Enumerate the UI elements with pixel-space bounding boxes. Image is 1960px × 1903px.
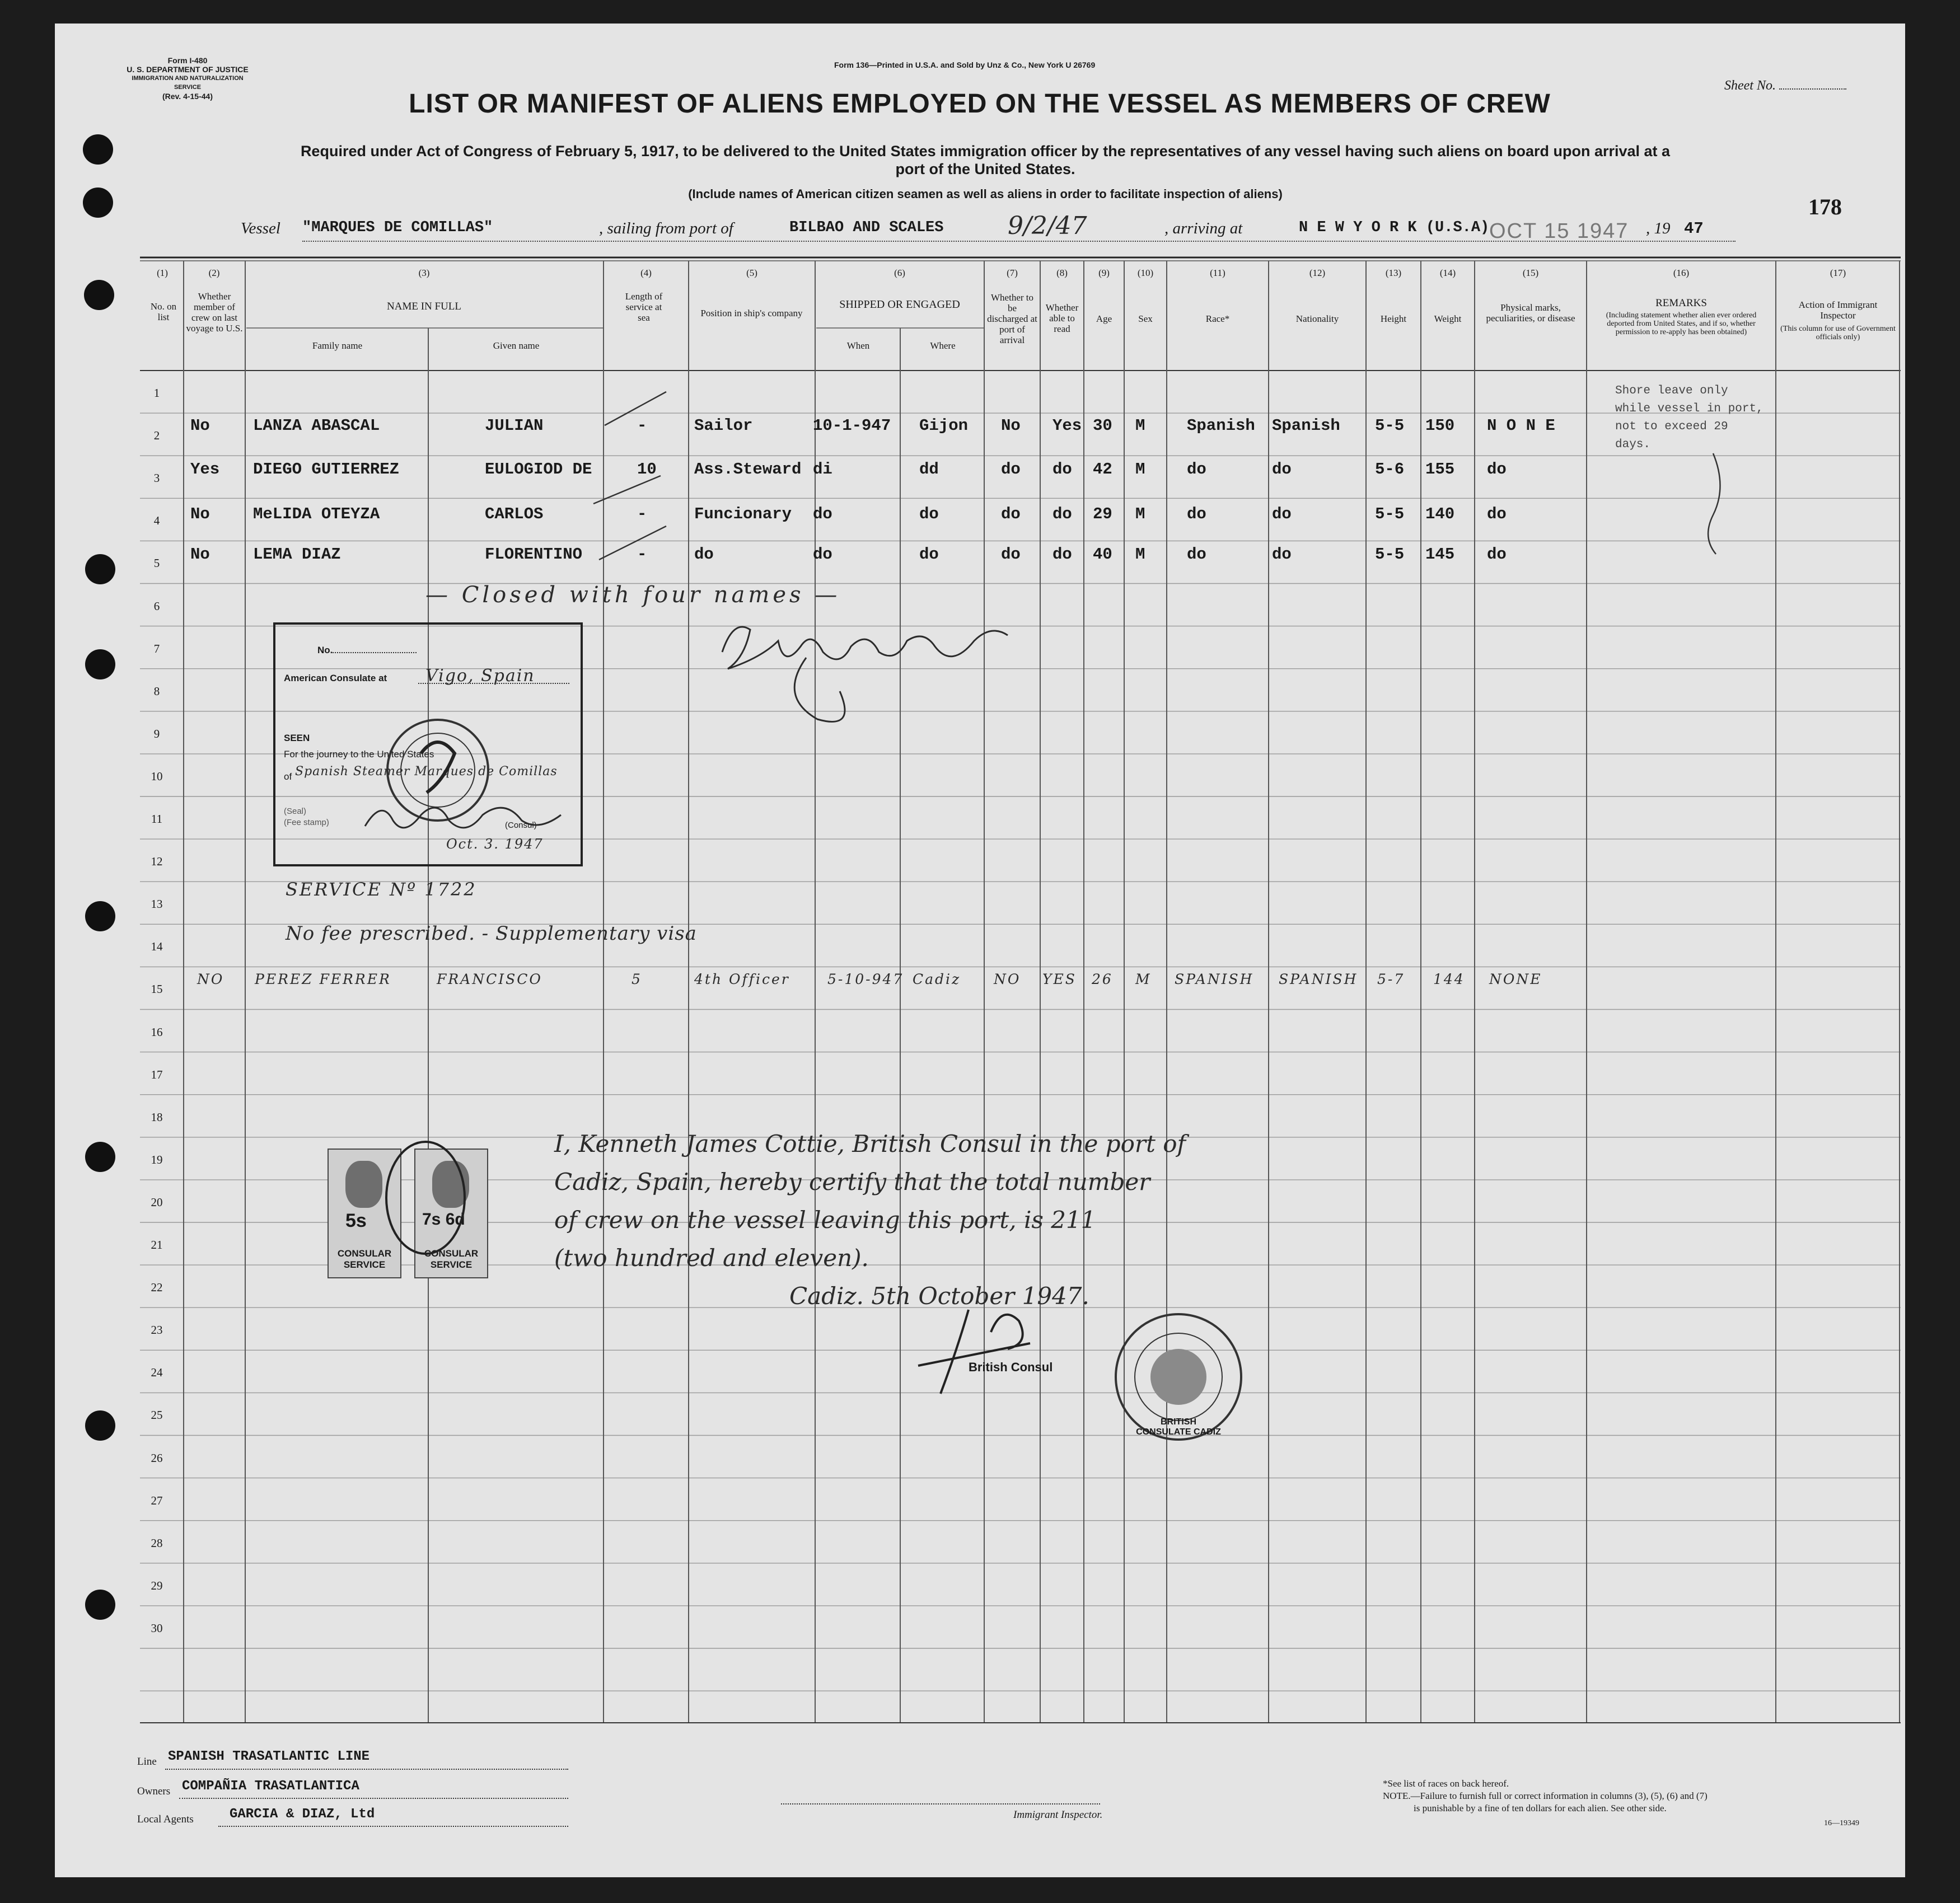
crew-race: do xyxy=(1187,545,1206,564)
header-height: Height xyxy=(1380,313,1407,324)
crew-discharged: do xyxy=(1001,545,1021,564)
year: 47 xyxy=(1684,219,1704,238)
header-race: Race* xyxy=(1205,313,1230,324)
crew-when: do xyxy=(813,545,832,564)
row-number: 1 xyxy=(153,386,160,400)
consul-signature xyxy=(359,793,572,843)
crew-discharged: No xyxy=(1001,416,1021,435)
col-num: (5) xyxy=(746,268,757,278)
row-number: 30 xyxy=(151,1621,163,1635)
stamp-value: 5s xyxy=(345,1210,367,1231)
crew-age: 30 xyxy=(1093,416,1112,435)
row14-height: 5-7 xyxy=(1377,971,1405,987)
crew-family: LEMA DIAZ xyxy=(253,545,341,564)
crew-no-voyage: Yes xyxy=(190,460,220,479)
row-number: 7 xyxy=(153,641,160,655)
header-position: Position in ship's company xyxy=(700,308,803,318)
footer-agents-underline xyxy=(218,1826,568,1827)
header-remarks: REMARKS xyxy=(1655,297,1707,309)
crew-weight: 140 xyxy=(1425,505,1455,523)
col-num: (17) xyxy=(1830,268,1846,278)
crew-where: do xyxy=(919,545,939,564)
header-shipped-engaged: SHIPPED OR ENGAGED xyxy=(839,298,960,311)
sailing-date: 9/2/47 xyxy=(1008,212,1087,240)
footer-agents-value: GARCIA & DIAZ, Ltd xyxy=(230,1807,375,1822)
col-num: (10) xyxy=(1137,268,1154,278)
col-num: (1) xyxy=(157,268,168,278)
crew-nationality: do xyxy=(1272,545,1292,564)
arrival-stamp-date: OCT 15 1947 xyxy=(1489,219,1629,243)
british-consulate-seal xyxy=(1111,1310,1246,1444)
row14-where: Cadiz xyxy=(913,971,961,987)
inspector-signature-line xyxy=(781,1803,1100,1804)
row-number: 5 xyxy=(153,556,160,570)
stamp-of-label: of xyxy=(284,771,292,782)
crew-height: 5-6 xyxy=(1375,460,1405,479)
crew-position: Sailor xyxy=(694,416,753,435)
crew-weight: 150 xyxy=(1425,416,1455,435)
header-when: When xyxy=(846,340,870,351)
row-number: 16 xyxy=(151,1025,163,1039)
crew-position: Funcionary xyxy=(694,505,792,523)
row14-discharged: NO xyxy=(994,971,1021,987)
crew-age: 29 xyxy=(1093,505,1112,523)
crew-sex: M xyxy=(1135,460,1145,479)
page-title: LIST OR MANIFEST OF ALIENS EMPLOYED ON THE VESSEL AS MEMBERS OF CREW xyxy=(409,89,1551,119)
cert-line5: Cadiz. 5th October 1947. xyxy=(789,1282,1089,1310)
row14-position: 4th Officer xyxy=(694,971,790,987)
crew-when: do xyxy=(813,505,832,523)
col-num: (8) xyxy=(1056,268,1068,278)
col-num: (7) xyxy=(1007,268,1018,278)
stamp-fee-label: (Fee stamp) xyxy=(284,818,329,827)
row-number: 6 xyxy=(153,599,160,613)
footer-line-label: Line xyxy=(137,1756,157,1768)
consulate-stamp xyxy=(273,622,583,866)
crew-where: dd xyxy=(919,460,939,479)
header-last-voyage: Whether member of crew on last voyage to U.S. xyxy=(186,291,243,334)
header-remarks-note: (Including statement whether alien ever ordered deported from United States, and if so, whether permission to re-apply has been obtained) xyxy=(1606,311,1757,336)
crew-given: CARLOS xyxy=(485,505,544,523)
year-prefix: , 19 xyxy=(1646,219,1671,237)
footer-owners-underline xyxy=(179,1798,568,1799)
crew-marks: do xyxy=(1487,505,1507,523)
inspector-label: Immigrant Inspector. xyxy=(1013,1809,1103,1821)
row-number: 12 xyxy=(151,855,163,869)
footer-line-value: SPANISH TRASATLANTIC LINE xyxy=(168,1749,370,1764)
crew-height: 5-5 xyxy=(1375,505,1405,523)
crew-marks: do xyxy=(1487,460,1507,479)
page-number: 178 xyxy=(1808,194,1842,219)
crew-sex: M xyxy=(1135,545,1145,564)
crew-position: do xyxy=(694,545,714,564)
header-no-on-list: No. on list xyxy=(150,301,177,322)
crew-marks: do xyxy=(1487,545,1507,564)
row14-given: FRANCISCO xyxy=(437,971,542,987)
row-number: 9 xyxy=(153,726,160,740)
row14-weight: 144 xyxy=(1433,971,1465,987)
header-physical-marks: Physical marks, peculiarities, or disease xyxy=(1486,302,1575,324)
crew-no-voyage: No xyxy=(190,545,210,564)
crew-family: MeLIDA OTEYZA xyxy=(253,505,380,523)
row-number: 17 xyxy=(151,1067,163,1081)
crew-read: do xyxy=(1052,460,1072,479)
crew-weight: 155 xyxy=(1425,460,1455,479)
row-number: 19 xyxy=(151,1152,163,1166)
row14-no-voyage: NO xyxy=(197,971,224,987)
col-num: (9) xyxy=(1098,268,1110,278)
row-number: 28 xyxy=(151,1536,163,1550)
crew-given: JULIAN xyxy=(485,416,544,435)
printer-note: Form 136—Printed in U.S.A. and Sold by Unz & Co., New York U 26769 xyxy=(834,60,1096,69)
crew-nationality: do xyxy=(1272,505,1292,523)
crew-race: do xyxy=(1187,505,1206,523)
footer-owners-label: Owners xyxy=(137,1785,171,1797)
row-number: 11 xyxy=(151,812,163,826)
row-number: 13 xyxy=(151,897,163,911)
row-number: 23 xyxy=(151,1323,163,1337)
crew-race: do xyxy=(1187,460,1206,479)
col-num: (14) xyxy=(1439,268,1456,278)
row-number: 10 xyxy=(151,769,163,783)
vessel-label: Vessel xyxy=(241,219,280,237)
col-num: (4) xyxy=(640,268,652,278)
crew-race: Spanish xyxy=(1187,416,1255,435)
row-number: 29 xyxy=(151,1578,163,1592)
closed-note: — Closed with four names — xyxy=(425,582,841,608)
footer-notes xyxy=(1383,1778,1708,1815)
crew-where: do xyxy=(919,505,939,523)
header-inspector-note: (This column for use of Government officials only) xyxy=(1780,325,1896,341)
header-sex: Sex xyxy=(1138,313,1153,324)
crew-age: 40 xyxy=(1093,545,1112,564)
row-number: 4 xyxy=(153,514,160,528)
crew-discharged: do xyxy=(1001,460,1021,479)
crew-weight: 145 xyxy=(1425,545,1455,564)
crew-service: - xyxy=(637,505,647,523)
arriving-label: , arriving at xyxy=(1164,219,1243,237)
row-number: 26 xyxy=(151,1451,163,1465)
stamp-cancel-mark xyxy=(369,1136,481,1271)
sailing-label: , sailing from port of xyxy=(599,219,733,237)
fee-note: No fee prescribed. - Supplementary visa xyxy=(286,922,697,945)
row-number: 15 xyxy=(151,982,163,996)
form-number: Form I-480 xyxy=(167,56,208,65)
british-consul-signature xyxy=(907,1299,1108,1410)
col-num: (11) xyxy=(1210,268,1225,278)
service-number: SERVICE Nº 1722 xyxy=(286,879,477,900)
seal-text: BRITISH CONSULATE CADIZ xyxy=(1136,1417,1221,1437)
header-name-in-full: NAME IN FULL xyxy=(387,301,461,312)
crew-sex: M xyxy=(1135,505,1145,523)
row-number: 24 xyxy=(151,1366,163,1380)
crew-when: di xyxy=(813,460,832,479)
cert-line1: I, Kenneth James Cottie, British Consul in the port of xyxy=(554,1130,1186,1157)
crew-no-voyage: No xyxy=(190,416,210,435)
sheet-number: Sheet No. xyxy=(1724,78,1846,93)
british-consul-title: British Consul xyxy=(969,1360,1053,1374)
stamp-city-line xyxy=(418,683,569,684)
row14-family: PEREZ FERRER xyxy=(255,971,391,987)
crew-family: DIEGO GUTIERREZ xyxy=(253,460,400,479)
footer-agents-label: Local Agents xyxy=(137,1813,194,1825)
cert-line4: (two hundred and eleven). xyxy=(554,1244,869,1272)
footer-form-code: 16—19349 xyxy=(1824,1819,1859,1827)
subtitle-note: (Include names of American citizen seamen as well as aliens in order to facilitate inspection of aliens) xyxy=(688,187,1283,201)
col-num: (13) xyxy=(1385,268,1402,278)
crew-family: LANZA ABASCAL xyxy=(253,416,380,435)
row-number: 3 xyxy=(153,471,160,485)
crew-when: 10-1-947 xyxy=(813,416,891,435)
crew-read: do xyxy=(1052,545,1072,564)
crew-given: EULOGIOD DE xyxy=(485,460,592,479)
arriving-port: N E W Y O R K (U.S.A) xyxy=(1299,219,1490,236)
crew-given: FLORENTINO xyxy=(485,545,583,564)
row-number: 27 xyxy=(151,1493,163,1507)
stamp-consulate-city: Vigo, Spain xyxy=(425,666,535,686)
footer-line-underline xyxy=(165,1769,568,1770)
header-discharged: Whether to be discharged at port of arrival xyxy=(987,292,1037,345)
british-certificate xyxy=(554,1125,1186,1315)
crew-nationality: do xyxy=(1272,460,1292,479)
row14-when: 5-10-947 xyxy=(827,971,904,987)
header-age: Age xyxy=(1096,313,1112,324)
crew-service: 10 xyxy=(637,460,657,479)
races-note: *See list of races on back hereof. xyxy=(1383,1778,1509,1789)
crew-service: - xyxy=(637,416,647,435)
officer-signature xyxy=(711,607,1025,753)
crew-discharged: do xyxy=(1001,505,1021,523)
stamp-consul-label: (Consul) xyxy=(505,821,537,830)
subtitle: Required under Act of Congress of February 5, 1917, to be delivered to the United States immigration officer by the representatives of any vessel having such aliens on board upon arrival at a port of the United States. xyxy=(300,143,1671,177)
header-given-name: Given name xyxy=(493,340,540,351)
crew-marks: N O N E xyxy=(1487,416,1555,435)
header-able-to-read: Whether able to read xyxy=(1045,302,1079,334)
crew-service: - xyxy=(637,545,647,564)
header-family-name: Family name xyxy=(312,340,363,351)
remarks-row1: Shore leave only while vessel in port, not to exceed 29 days. xyxy=(1615,385,1763,451)
col-num: (12) xyxy=(1309,268,1326,278)
crew-no-voyage: No xyxy=(190,505,210,523)
row14-race: SPANISH xyxy=(1175,971,1254,987)
col-num: (16) xyxy=(1673,268,1690,278)
crew-height: 5-5 xyxy=(1375,416,1405,435)
stamp-label: CONSULAR SERVICE xyxy=(424,1248,479,1270)
stamp-consulate-label: American Consulate at xyxy=(284,673,387,683)
stamp-label: CONSULAR SERVICE xyxy=(337,1248,392,1270)
stamp-seal-label: (Seal) xyxy=(284,807,307,816)
header-nationality: Nationality xyxy=(1295,313,1339,324)
row-number: 25 xyxy=(151,1408,163,1422)
stamp-journey: For the journey to the United States xyxy=(284,749,434,760)
col-num: (3) xyxy=(418,268,430,278)
col-num: (2) xyxy=(208,268,220,278)
service-name: IMMIGRATION AND NATURALIZATION SERVICE xyxy=(132,75,244,91)
row-number: 18 xyxy=(151,1110,163,1124)
fine-note-2: is punishable by a fine of ten dollars for each alien. See other side. xyxy=(1414,1803,1667,1813)
form-revision: (Rev. 4-15-44) xyxy=(162,92,213,101)
crew-age: 42 xyxy=(1093,460,1112,479)
row14-nationality: SPANISH xyxy=(1279,971,1358,987)
stamp-seen: SEEN xyxy=(284,733,310,743)
header-weight: Weight xyxy=(1434,313,1462,324)
row-number: 14 xyxy=(151,940,163,954)
row14-age: 26 xyxy=(1092,971,1113,987)
row14-service: 5 xyxy=(631,971,642,987)
footer-owners-value: COMPAÑIA TRASATLANTICA xyxy=(182,1779,359,1794)
stamp-value: 7s 6d xyxy=(422,1210,465,1229)
row-number: 8 xyxy=(153,684,160,698)
crew-read: do xyxy=(1052,505,1072,523)
row-number: 22 xyxy=(151,1281,163,1295)
header-inspector: Action of Immigrant Inspector xyxy=(1798,299,1878,321)
crew-where: Gijon xyxy=(919,416,969,435)
stamp-date: Oct. 3. 1947 xyxy=(446,836,544,852)
row-number: 20 xyxy=(151,1195,163,1209)
crew-height: 5-5 xyxy=(1375,545,1405,564)
crew-position: Ass.Steward xyxy=(694,460,802,479)
vessel-name: "MARQUES DE COMILLAS" xyxy=(302,219,493,236)
stamp-of-value: Spanish Steamer Marques de Comillas xyxy=(295,765,558,779)
row-number: 21 xyxy=(151,1238,163,1252)
cert-line3: of crew on the vessel leaving this port, is 211 xyxy=(554,1206,1096,1234)
crew-read: Yes xyxy=(1052,416,1082,435)
row14-read: YES xyxy=(1042,971,1077,987)
col-num: (15) xyxy=(1522,268,1539,278)
fine-note-1: NOTE.—Failure to furnish full or correct information in columns (3), (5), (6) and (7) xyxy=(1383,1790,1708,1801)
header-where: Where xyxy=(930,340,956,351)
crew-nationality: Spanish xyxy=(1272,416,1340,435)
department: U. S. DEPARTMENT OF JUSTICE xyxy=(127,65,249,74)
row14-sex: M xyxy=(1135,971,1152,987)
header-length-service: Length of service at sea xyxy=(625,291,663,323)
row14-marks: NONE xyxy=(1489,971,1542,987)
cert-line2: Cadiz, Spain, hereby certify that the total number xyxy=(554,1168,1150,1196)
stamp-no-label: No. xyxy=(317,645,417,656)
row-number: 2 xyxy=(153,429,160,443)
col-num: (6) xyxy=(894,268,905,278)
sailing-port: BILBAO AND SCALES xyxy=(789,219,944,236)
crew-sex: M xyxy=(1135,416,1145,435)
